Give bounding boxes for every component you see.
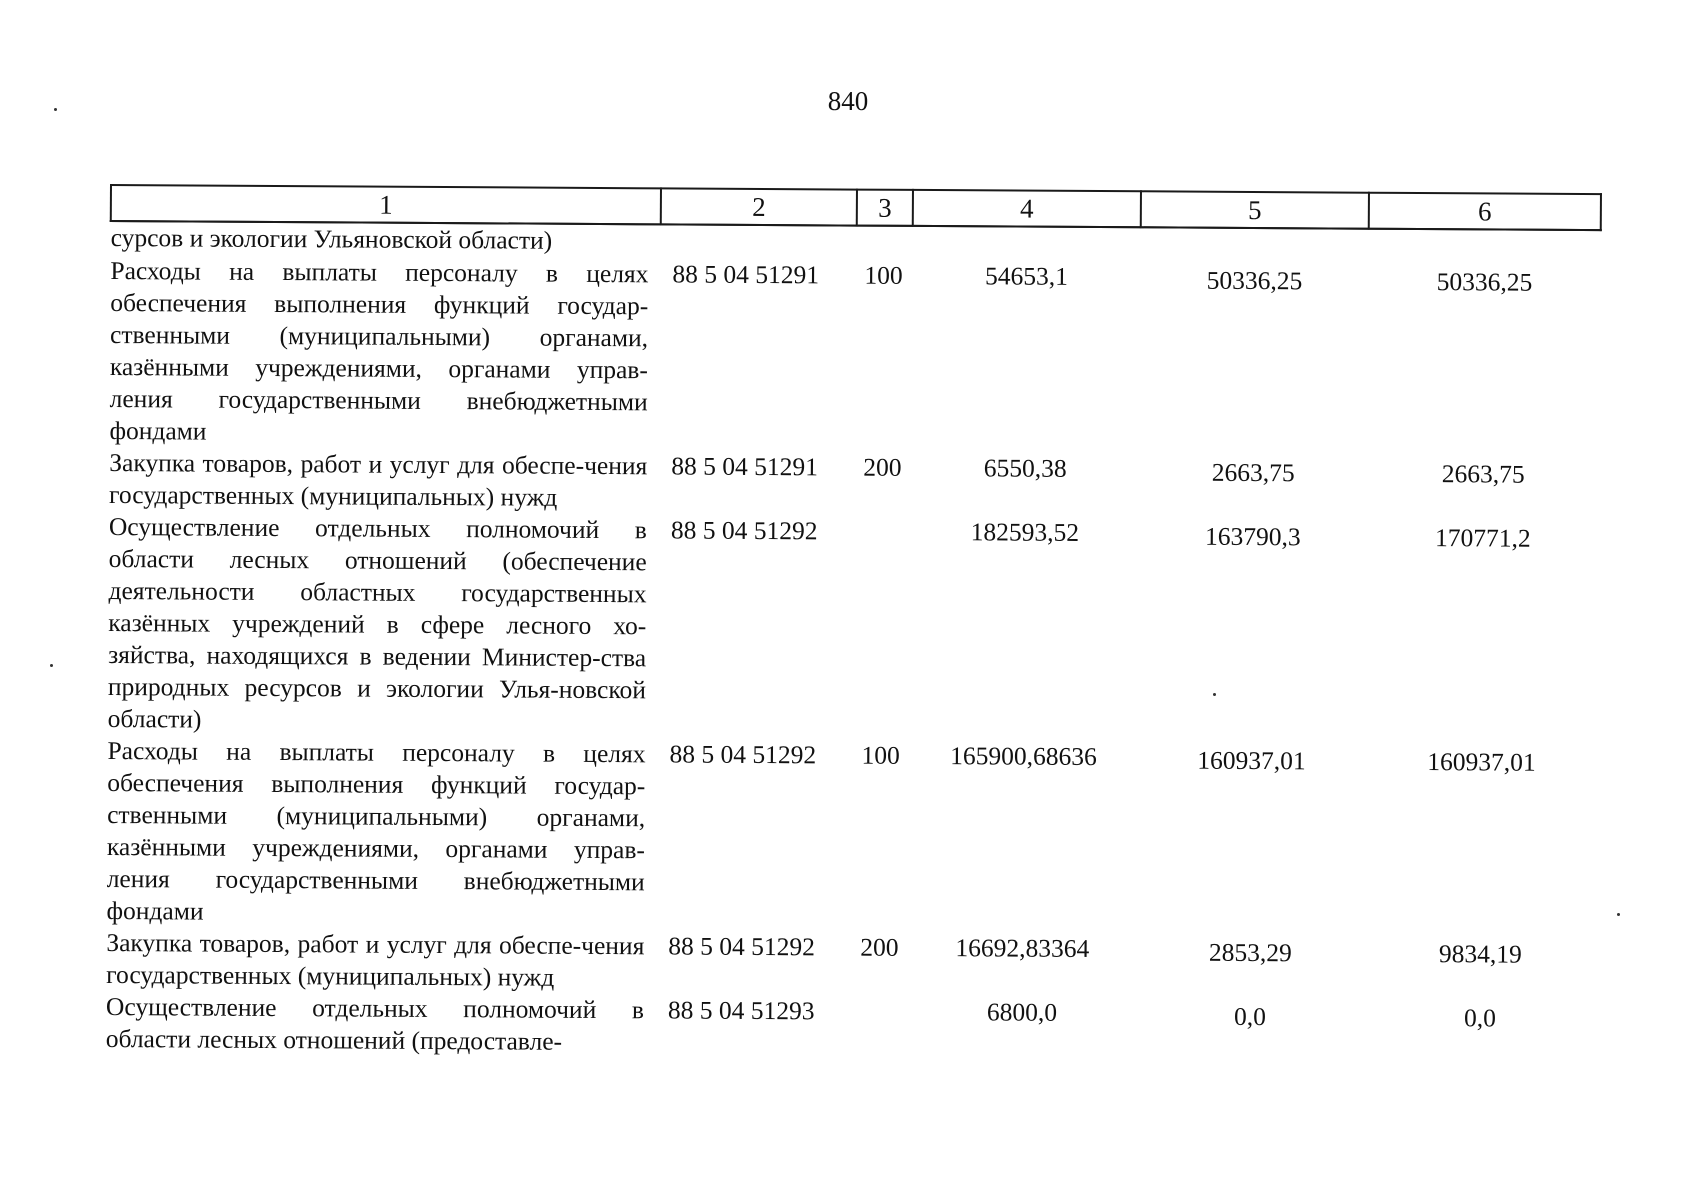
row-col4-value: 6800,0 (986, 997, 1058, 1027)
row-col5-value: 160937,01 (1197, 745, 1306, 776)
row-col6-value: 0,0 (1463, 1003, 1496, 1033)
row-description: Закупка товаров, работ и услуг для обеспе-чения государственных (муниципальных) нужд (106, 927, 645, 992)
row-description: Осуществление отдельных полномочий в области лесных отношений (обеспечение деятельности областных государственных казённых учреждений в сфере лесного хо-зяйства, находящихся в ведении Министер-ства природных ресурсов и экологии Улья-новской области) (107, 512, 647, 734)
row-code: 88 5 04 51292 (668, 931, 816, 962)
row-description: Расходы на выплаты персоналу в целях обеспечения выполнения функций государ-ственными (муниципальными) органами, казёнными учреждениями, органами управ-ления государственными внебюджетными фондами (109, 256, 649, 446)
row-col5-value: 163790,3 (1204, 521, 1301, 552)
row-description: сурсов и экологии Ульяновской области) (110, 223, 553, 255)
row-description: Расходы на выплаты персоналу в целях обеспечения выполнения функций государ-ственными (муниципальными) органами, казёнными учреждениями, органами управ-ления государственными внебюджетными фондами (106, 735, 646, 926)
header-col-5: 5 (1141, 191, 1369, 228)
row-expense-type (852, 996, 908, 1060)
row-col4-value: 16692,83364 (955, 933, 1090, 963)
row-code: 88 5 04 51291 (671, 451, 818, 482)
table-row (106, 927, 1596, 1000)
header-col-2: 2 (661, 188, 857, 225)
row-col4-value: 165900,68636 (950, 741, 1097, 772)
row-col5-value: 2853,29 (1208, 937, 1292, 968)
row-col5-value: 2663,75 (1211, 457, 1295, 488)
scan-speck (1617, 913, 1620, 916)
row-code: 88 5 04 51293 (667, 995, 815, 1026)
row-col4-value: 54653,1 (984, 261, 1068, 291)
header-col-4: 4 (913, 190, 1141, 227)
row-col6-value: 50336,25 (1436, 267, 1533, 297)
row-expense-type: 100 (861, 740, 900, 770)
page-number: 840 (827, 86, 869, 116)
row-code: 88 5 04 51292 (669, 739, 817, 770)
row-expense-type (854, 516, 911, 740)
row-description: Закупка товаров, работ и услуг для обеспе-чения государственных (муниципальных) нужд (109, 448, 648, 512)
row-col6-value: 160937,01 (1427, 747, 1536, 777)
table-row (109, 447, 1599, 520)
row-col4-value (913, 226, 1141, 261)
row-col5-value: 50336,25 (1206, 265, 1303, 296)
header-col-1: 1 (111, 185, 661, 224)
table-row (109, 255, 1600, 456)
row-col4-value: 182593,52 (970, 517, 1080, 547)
header-col-3: 3 (857, 190, 913, 226)
row-col5-value (1141, 227, 1369, 262)
row-code: 88 5 04 51291 (672, 259, 820, 290)
row-description: Осуществление отдельных полномочий в области лесных отношений (предоставле- (105, 991, 645, 1056)
scan-speck (54, 108, 57, 111)
row-col4-value: 6550,38 (983, 453, 1067, 483)
row-code: 88 5 04 51292 (670, 515, 818, 546)
row-col6-value (1369, 229, 1601, 264)
budget-table (105, 184, 1602, 1064)
row-code (661, 224, 857, 259)
budget-table-container (105, 184, 1600, 1064)
row-expense-type: 100 (864, 260, 903, 290)
row-expense-type (857, 226, 913, 260)
scan-speck (50, 664, 53, 667)
table-row (106, 991, 1596, 1064)
row-col5-value: 0,0 (1233, 1001, 1266, 1032)
row-col6-value: 2663,75 (1441, 459, 1525, 489)
row-col6-value: 9834,19 (1438, 939, 1522, 969)
row-col6-value: 170771,2 (1434, 523, 1531, 553)
row-expense-type: 200 (860, 932, 899, 962)
header-col-6: 6 (1369, 193, 1601, 230)
table-row (106, 735, 1597, 936)
table-row (108, 511, 1599, 744)
row-expense-type: 200 (863, 452, 902, 482)
